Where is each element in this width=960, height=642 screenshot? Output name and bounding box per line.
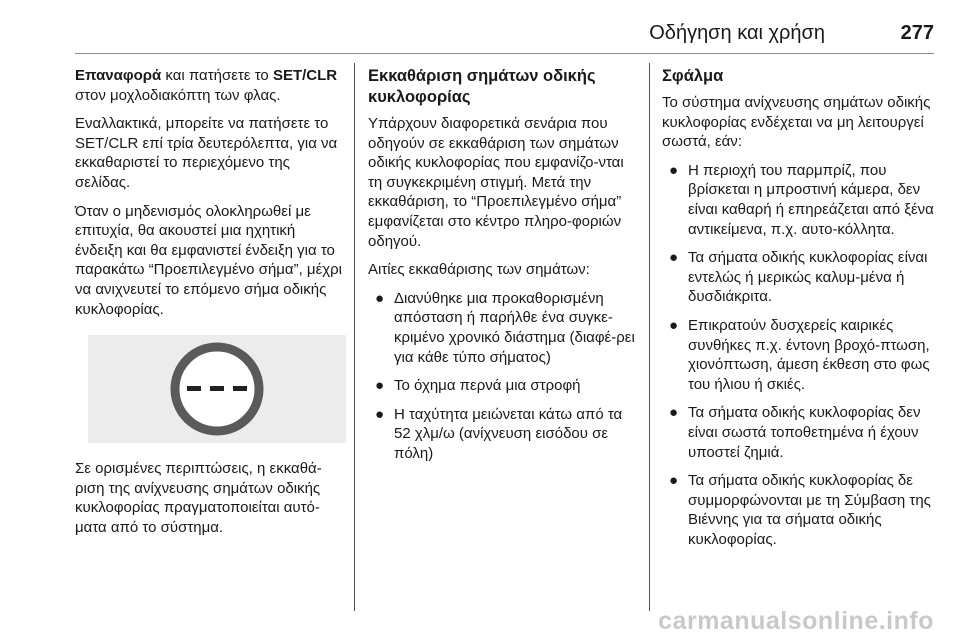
- list-item: ● Η ταχύτητα μειώνεται κάτω από τα 52 χλμ/ω (ανίχνευση εισόδου σε πόλη): [375, 405, 623, 462]
- watermark: carmanualsonline.info: [658, 607, 934, 635]
- default-sign-icon: [88, 335, 346, 443]
- section-title: Οδήγηση και χρήση: [649, 22, 825, 44]
- column-divider-2: [649, 63, 650, 611]
- text-reset-1: και πατήσετε το: [161, 67, 273, 84]
- paragraph-reset: [75, 66, 347, 105]
- paragraph-success: Όταν ο μηδενισμός ολοκληρωθεί με επιτυχία, θα ακουστεί μια ηχητική ένδειξη και θα εμφανιστεί ένδειξη για το παρακάτω “Προεπιλεγμένο σήμα”, μέχρι να ανιχνευτεί το επόμενο σήμα οδικής κυκλοφορίας.: [75, 202, 343, 318]
- bullet-dot-icon: ●: [375, 289, 385, 307]
- list-item: ● Επικρατούν δυσχερείς καιρικές συνθήκες π.χ. έντονη βροχό‐πτωση, χιονόπτωση, άμεση έκθεση στο φως του ήλιου ή σκιές.: [669, 316, 930, 393]
- paragraph-fault-intro: Το σύστημα ανίχνευσης σημάτων οδικής κυκλοφορίας ενδέχεται να μη λειτουργεί σωστά, εάν:: [662, 94, 931, 151]
- bullet-dot-icon: ●: [669, 249, 679, 267]
- heading-fault: Σφάλμα: [662, 67, 724, 85]
- bullet-dot-icon: ●: [669, 316, 679, 334]
- column-divider-1: [354, 63, 355, 611]
- bullet-dot-icon: ●: [669, 404, 679, 422]
- list-item: ● Το όχημα περνά μια στροφή: [375, 377, 581, 395]
- column-right: [662, 66, 934, 558]
- page-number: 277: [900, 22, 934, 44]
- page-header: [0, 0, 960, 60]
- paragraph-alternative: Εναλλακτικά, μπορείτε να πατήσετε το SET/CLR επί τρία δευτερόλεπτα, για να εκκαθαριστεί το περιεχόμενο της σελίδας.: [75, 115, 338, 191]
- paragraph-causes: Αιτίες εκκαθάρισης των σημάτων:: [368, 261, 590, 279]
- list-item: ● Η περιοχή του παρμπρίζ, που βρίσκεται η μπροστινή κάμερα, δεν είναι καθαρή ή επηρεάζεται από ξένα αντικείμενα, π.χ. αυτο‐κόλλητα.: [669, 161, 934, 238]
- header-divider: [75, 53, 934, 54]
- term-set-clr: SET/CLR: [272, 67, 338, 84]
- paragraph-auto-clear: Σε ορισμένες περιπτώσεις, η εκκαθά‐ριση της ανίχνευσης σημάτων οδικής κυκλοφορίας πραγματοποιείται αυτό‐ματα από το σύστημα.: [75, 460, 322, 536]
- paragraph-scenarios: Υπάρχουν διαφορετικά σενάρια που οδηγούν σε εκκαθάριση των σημάτων οδικής κυκλοφορίας που εμφανίζο‐νται τη συγκεκριμένη στιγμή. Μετά την εκκαθάριση, το “Προεπιλεγμένο σήμα” εμφανίζεται στο κέντρο πληρο‐φοριών οδηγού.: [368, 115, 624, 250]
- default-sign-figure: [88, 335, 346, 443]
- heading-clear-signs: Εκκαθάριση σημάτων οδικής κυκλοφορίας: [368, 67, 596, 106]
- list-item: ● Τα σήματα οδικής κυκλοφορίας δε συμμορφώνονται με τη Σύμβαση της Βιέννης για τα σήματα οδικής κυκλοφορίας.: [669, 472, 931, 548]
- list-item: ● Τα σήματα οδικής κυκλοφορίας δεν είναι σωστά τοποθετημένα ή έχουν υποστεί ζημιά.: [669, 404, 921, 461]
- causes-list: [368, 289, 640, 464]
- bullet-dot-icon: ●: [375, 405, 385, 423]
- text-reset-2: στον μοχλοδιακόπτη των φλας.: [75, 86, 281, 104]
- column-middle: [368, 66, 640, 473]
- bullet-dot-icon: ●: [669, 161, 679, 179]
- bullet-dot-icon: ●: [669, 472, 679, 490]
- column-left: [75, 66, 347, 547]
- term-reset: Επαναφορά: [75, 67, 162, 84]
- fault-list: [662, 161, 934, 550]
- bullet-dot-icon: ●: [375, 377, 385, 395]
- list-item: ● Διανύθηκε μια προκαθορισμένη απόσταση ή παρήλθε ένα συγκε‐κριμένο χρονικό διάστημα (διαφέ‐ρει για κάθε τύπο σήματος): [375, 289, 635, 366]
- list-item: ● Τα σήματα οδικής κυκλοφορίας είναι εντελώς ή μερικώς καλυμ‐μένα ή δυσδιάκριτα.: [669, 249, 928, 306]
